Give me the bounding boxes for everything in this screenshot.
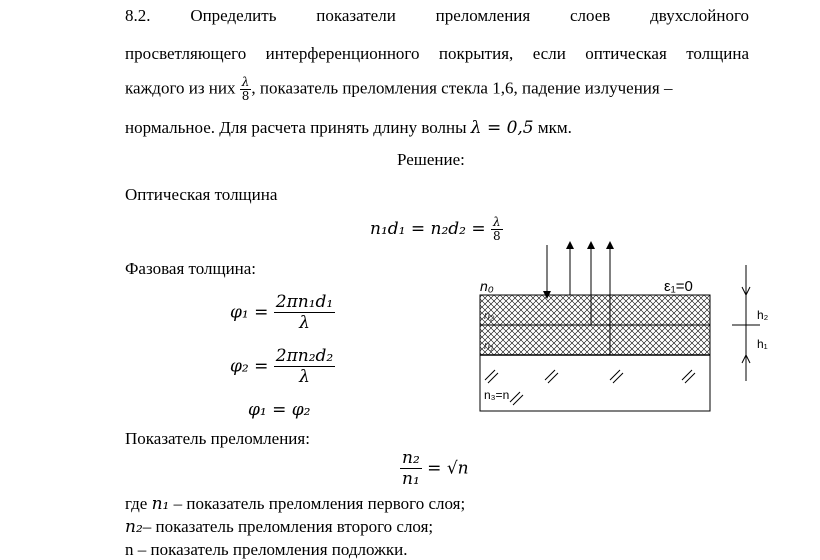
where1-a: где (125, 494, 148, 513)
frac-num: λ (241, 75, 250, 89)
label-epsilon: ε₁=0 (664, 278, 693, 295)
problem-line-1 (125, 6, 749, 26)
lambda-over-8 (240, 76, 252, 103)
ratio-num: n₂ (402, 448, 420, 468)
coating-diagram (470, 235, 790, 420)
ratio-den: n₁ (402, 469, 420, 489)
label-n3: n₃=n (484, 388, 510, 402)
where1-math: n₁ (151, 494, 170, 514)
label-n2: n₂ (484, 310, 495, 322)
phi2-left: φ₂ = (230, 356, 269, 377)
phi1-den: λ (274, 312, 335, 333)
wavelength-value: λ = 0,5 (470, 118, 534, 138)
where1-b: – показатель преломления первого слоя; (173, 494, 466, 513)
ratio-right: = √n (427, 458, 469, 479)
problem-line-3 (125, 76, 749, 103)
problem-line-4 (125, 118, 572, 138)
layer-1 (480, 325, 710, 355)
phi2-fraction (274, 346, 335, 387)
where-line-2 (125, 517, 433, 537)
label-n1: n₁ (484, 340, 494, 352)
problem-text-3a: каждого из них (125, 78, 236, 98)
label-h2: h₂ (757, 308, 769, 322)
frac-den: 8 (241, 89, 250, 103)
eq1-left: n₁d₁ = n₂d₂ = (370, 219, 486, 239)
phi1-fraction (274, 292, 335, 333)
problem-line-2 (125, 44, 749, 64)
problem-text-2: просветляющего интерференционного покрытия, если оптическая толщина (125, 44, 749, 63)
problem-text-4c: мкм. (537, 118, 572, 137)
label-n0: n₀ (480, 278, 494, 294)
ratio-equation (400, 448, 469, 489)
problem-text-1: Определить показатели преломления слоев двухслойного (190, 6, 750, 25)
where-line-1 (125, 494, 465, 514)
eq1-den: 8 (493, 229, 501, 243)
where-line-3: n – показатель преломления подложки. (125, 540, 408, 559)
label-h1: h₁ (757, 337, 768, 351)
substrate (480, 355, 710, 411)
refractive-index-label: Показатель преломления: (125, 429, 310, 448)
phase-thickness-label: Фазовая толщина: (125, 259, 257, 278)
eq1-num: λ (493, 215, 501, 229)
phi1-left: φ₁ = (230, 302, 269, 323)
layer-2 (480, 295, 710, 325)
ratio-fraction (400, 448, 422, 489)
solution-heading: Решение: (397, 150, 465, 169)
problem-text-4a: нормальное. Для расчета принять длину волны (125, 118, 467, 137)
phi2-num: 2πn₂d₂ (275, 346, 334, 366)
phi1-equation (230, 292, 335, 333)
phi2-den: λ (274, 366, 335, 387)
problem-number: 8.2. (125, 6, 151, 25)
phi2-equation (230, 346, 335, 387)
phi1-num: 2πn₁d₁ (275, 292, 334, 312)
phi-equality: φ₁ = φ₂ (248, 400, 311, 420)
where2-b: – показатель преломления второго слоя; (142, 517, 434, 536)
problem-text-3b: , показатель преломления стекла 1,6, падение излучения – (251, 78, 673, 98)
optical-thickness-label: Оптическая толщина (125, 185, 278, 204)
where2-math: n₂ (125, 517, 143, 537)
